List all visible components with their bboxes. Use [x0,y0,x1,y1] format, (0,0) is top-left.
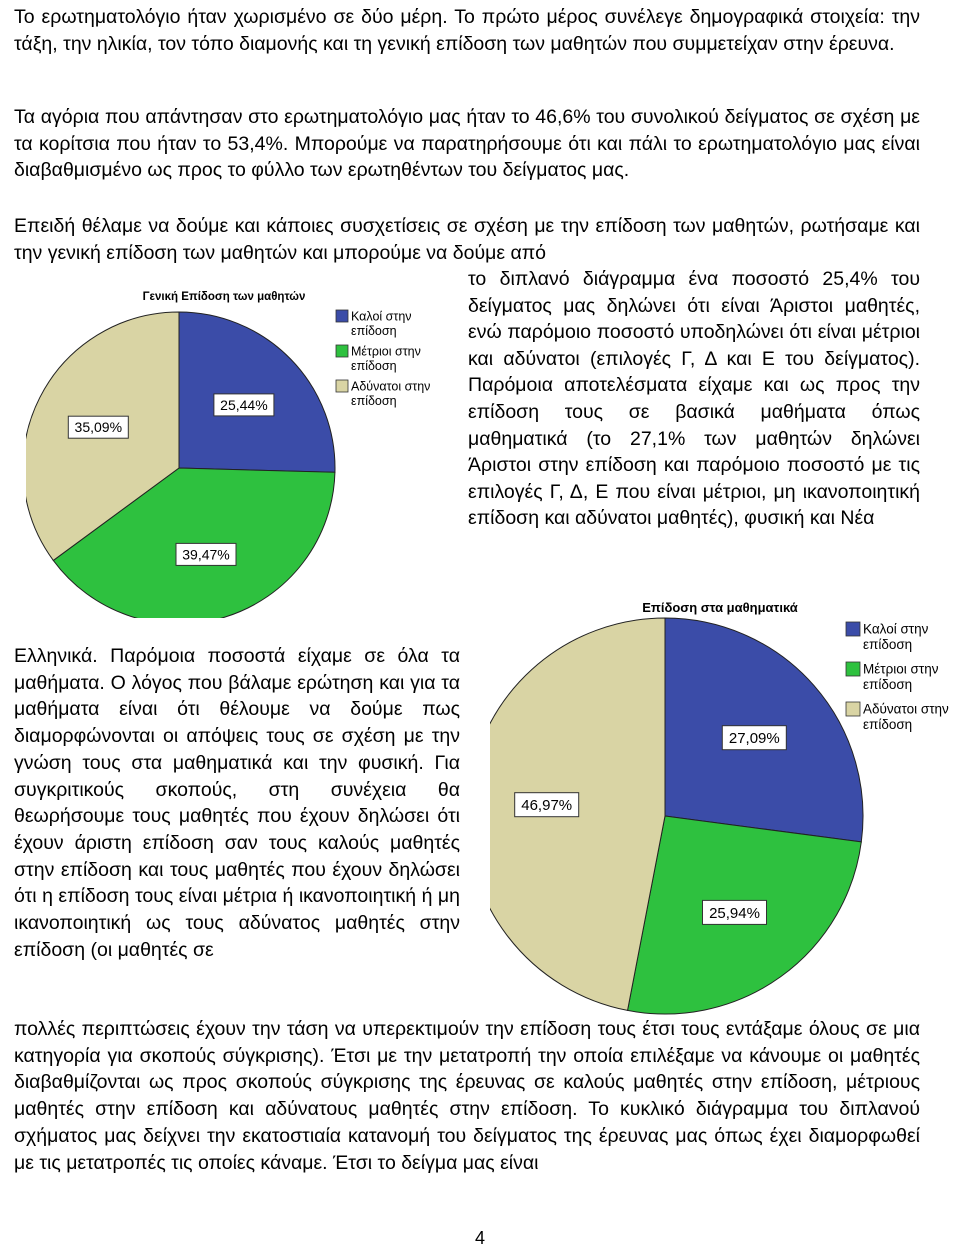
paragraph-performance-right: το διπλανό διάγραμμα ένα ποσοστό 25,4% του δείγματος μας δηλώνει ότι είναι Άριστοι μαθητές, ενώ παρόμοιο ποσοστό υποδηλώνει ότι είναι μέτριοι και αδύνατοι (επιλογές Γ, Δ και Ε του δείγματος). Παρόμοια αποτελέσματα είχαμε και ως προς την επίδοση τους σε βασικά μαθήματα όπως μαθηματικά (το 27,1% των μαθητών δηλώνει Άριστοι στην επίδοση και παρόμοιο ποσοστό με τις επιλογές Γ, Δ, Ε που είναι μέτριοι, μη ικανοποιητική επίδοση και αδύνατοι μαθητές), φυσική και Νέα [468,268,920,530]
page-number: 4 [474,1228,485,1248]
legend-label-καλοί-στην-επίδοση: Καλοί στην επίδοση [351,309,412,338]
legend-swatch-μέτριοι-στην-επίδοση [336,345,348,357]
legend-swatch-καλοί-στην-επίδοση [846,622,860,636]
legend-swatch-καλοί-στην-επίδοση [336,310,348,322]
legend-label-αδύνατοι-στην-επίδοση: Αδύνατοι στην επίδοση [351,379,431,408]
chart-title: Επίδοση στα μαθηματικά [642,600,798,615]
paragraph-gender: Τα αγόρια που απάντησαν στο ερωτηματολόγιο μας ήταν το 46,6% του συνολικού δείγματος σε σχέση με τα κορίτσια που ήταν το 53,4%. Μπορούμε να παρατηρήσουμε ότι και πάλι το ερωτηματολόγιο μας είναι διαβαθμισμένο ως προς το φύλλο των ερωτηθέντων του δείγματος μας. [14,106,920,182]
data-label: 46,97% [521,797,573,815]
legend-label-αδύνατοι-στην-επίδοση: Αδύνατοι στην επίδοση [863,701,949,732]
legend-swatch-αδύνατοι-στην-επίδοση [846,702,860,716]
legend-swatch-αδύνατοι-στην-επίδοση [336,380,348,392]
legend-swatch-μέτριοι-στην-επίδοση [846,662,860,676]
paragraph-performance-left: Ελληνικά. Παρόμοια ποσοστά είχαμε σε όλα τα μαθήματα. Ο λόγος που βάλαμε ερώτηση και για τα μαθήματα είναι ότι θέλουμε να δούμε πως διαμορφώνονται οι απόψεις τους σε σχέση με την γνώση τους στα μαθηματικά και την φυσική. Για συγκριτικούς σκοπούς, στη συνέχεια θα θεωρήσουμε τους μαθητές που έχουν δηλώσει ότι έχουν άριστη επίδοση σαν τους καλούς μαθητές στην επίδοση και τους μαθητές που έχουν δηλώσει ότι η επίδοση τους είναι μέτρια ή ικανοποιητική ή μη ικανοποιητική ως τους αδύνατος μαθητές στην επίδοση (οι μαθητές σε [14,645,460,961]
data-label: 25,94% [709,904,760,922]
pie-chart-math-performance-svg [490,598,960,1018]
data-label: 35,09% [74,419,123,436]
data-label: 27,09% [728,730,780,748]
legend-label-μέτριοι-στην-επίδοση: Μέτριοι στην επίδοση [351,344,421,373]
paragraph-performance-bottom: πολλές περιπτώσεις έχουν την τάση να υπερεκτιμούν την επίδοση τους έτσι τους εντάξαμε όλους σε μια κατηγορία για σκοπούς σύγκρισης). Έτσι με την μετατροπή την οποία επιλέξαμε να κάνουμε οι μαθητές διαβαθμίζονται ως προς σκοπούς σύγκρισης της έρευνας σε καλούς μαθητές στην επίδοση, μέτριους μαθητές στην επίδοση και αδύνατους μαθητές στην επίδοση. Το κυκλικό διάγραμμα του διπλανού σχήματος μας δείχνει την εκατοστιαία κατανομή του δείγματος της έρευνας μας όπως έχει διαμορφωθεί με τις μετατροπές τις οποίες κάναμε. Έτσι το δείγμα μας είναι [14,1018,920,1174]
pie-slice-καλοί-στην-επίδοση [179,312,335,472]
data-label: 25,44% [220,397,268,413]
pie-chart-general-performance-svg [26,288,456,618]
data-label: 39,47% [182,546,230,563]
pie-chart-math-performance [490,598,960,1018]
paragraph-performance-intro: Επειδή θέλαμε να δούμε και κάποιες συσχετίσεις σε σχέση με την επίδοση των μαθητών, ρωτήσαμε και την γενική επίδοση των μαθητών και μπορούμε να δούμε από [14,215,920,264]
legend-label-μέτριοι-στην-επίδοση: Μέτριοι στην επίδοση [863,661,939,692]
pie-chart-general-performance [26,288,456,618]
legend-label-καλοί-στην-επίδοση: Καλοί στην επίδοση [863,621,929,652]
paragraph-intro: Το ερωτηματολόγιο ήταν χωρισμένο σε δύο μέρη. Το πρώτο μέρος συνέλεγε δημογραφικά στοιχεία: την τάξη, την ηλικία, τον τόπο διαμονής και τη γενική επίδοση των μαθητών που συμμετείχαν στην έρευνα. [14,6,920,55]
chart-title: Γενική Επίδοση των μαθητών [142,291,306,303]
